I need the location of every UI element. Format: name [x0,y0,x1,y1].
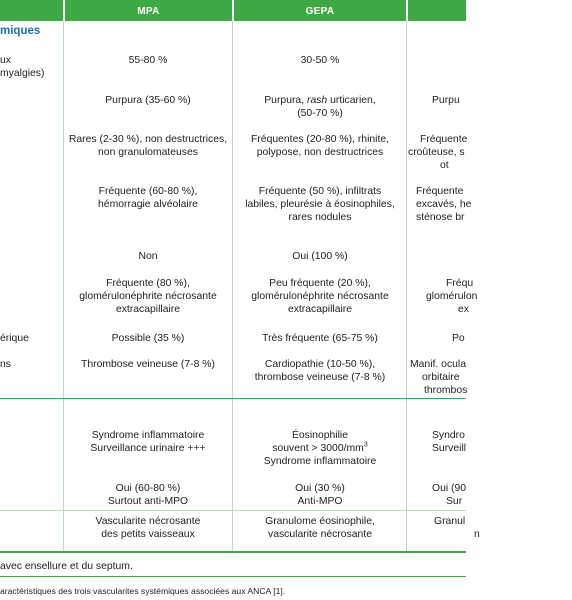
cell-gepa-skin: Purpura, rash urticarien, (50-70 %) [264,95,376,119]
cell-mpa-skin: Purpura (35-60 %) [105,95,191,106]
cell-gepa-ent: Fréquentes (20-80 %), rhinite, polypose, non destructrices [250,134,390,158]
cell-mpa-histology: Vascularite nécrosante des petits vaisseaux [95,516,201,540]
footnote-separator [0,576,466,577]
header-gepa: GEPA [305,6,335,17]
cell-gepa-frequency: 30-50 % [300,55,340,66]
cell-gpa-ent: Fréquente croûteuse, s ot [408,134,468,171]
cell-gpa-other: Manif. ocula orbitaire thrombos [410,359,468,396]
cell-mpa-lung: Fréquente (60-80 %), hémorragie alvéolaire [98,186,198,210]
cell-gepa-other: Cardiopathie (10-50 %), thrombose veineuse (7-8 %) [254,359,386,383]
section-separator [0,398,466,399]
cell-gpa-lung: Fréquente excavés, he sténose br [416,186,472,223]
cell-gepa-anca: Oui (30 %) Anti-MPO [295,483,345,507]
cell-gepa-histology: Granulome éosinophile, vascularite nécrosante [265,516,375,540]
cell-gepa-asthma: Oui (100 %) [292,251,348,262]
cell-gepa-neuro: Très fréquente (65-75 %) [262,333,378,344]
row-label: ns [0,359,11,370]
cell-gpa-kidney: Fréqu glomérulon ex [426,278,478,315]
cell-gepa-biology: Éosinophilie souvent > $3000/mm^3$ Syndrome inflammatoire [263,430,377,467]
cell-gpa-anca: Oui (90 Sur [432,483,467,507]
cell-gpa-histology: Granul n [434,516,480,540]
section-title: miques [0,25,41,37]
table-caption: aractéristiques des trois vascularites systémiques associées aux ANCA [1]. [0,586,286,596]
cell-mpa-kidney: Fréquente (80 %), glomérulonéphrite nécrosante extracapillaire [79,278,217,315]
cell-gpa-neuro: Po [452,333,465,344]
cell-mpa-ent: Rares (2-30 %), non destructrices, non granulomateuses [68,134,228,158]
cell-mpa-frequency: 55-80 % [128,55,168,66]
cell-mpa-anca: Oui (60-80 %) Surtout anti-MPO [107,483,189,507]
header-divider [406,0,408,21]
cell-gepa-lung: Fréquente (50 %), infiltrats labiles, pleurésie à éosinophiles, rares nodules [245,186,395,223]
table-footnote: avec ensellure et du septum. [0,561,133,572]
cell-mpa-asthma: Non [138,251,158,262]
row-label: myalgies) [0,68,45,79]
cell-mpa-biology: Syndrome inflammatoire Surveillance urinaire +++ [90,430,206,454]
cell-gpa-biology: Syndro Surveill [432,430,467,454]
cell-mpa-neuro: Possible (35 %) [111,333,185,344]
table-bottom-border [0,551,466,553]
table-header [0,0,466,21]
cell-gepa-kidney: Peu fréquente (20 %), glomérulonéphrite nécrosante extracapillaire [251,278,389,315]
cell-mpa-other: Thrombose veineuse (7-8 %) [81,359,215,370]
row-separator [0,510,466,511]
row-label: ux [0,55,11,66]
header-mpa: MPA [137,6,160,17]
row-label: érique [0,333,29,344]
cell-gpa-skin: Purpu [432,95,460,106]
